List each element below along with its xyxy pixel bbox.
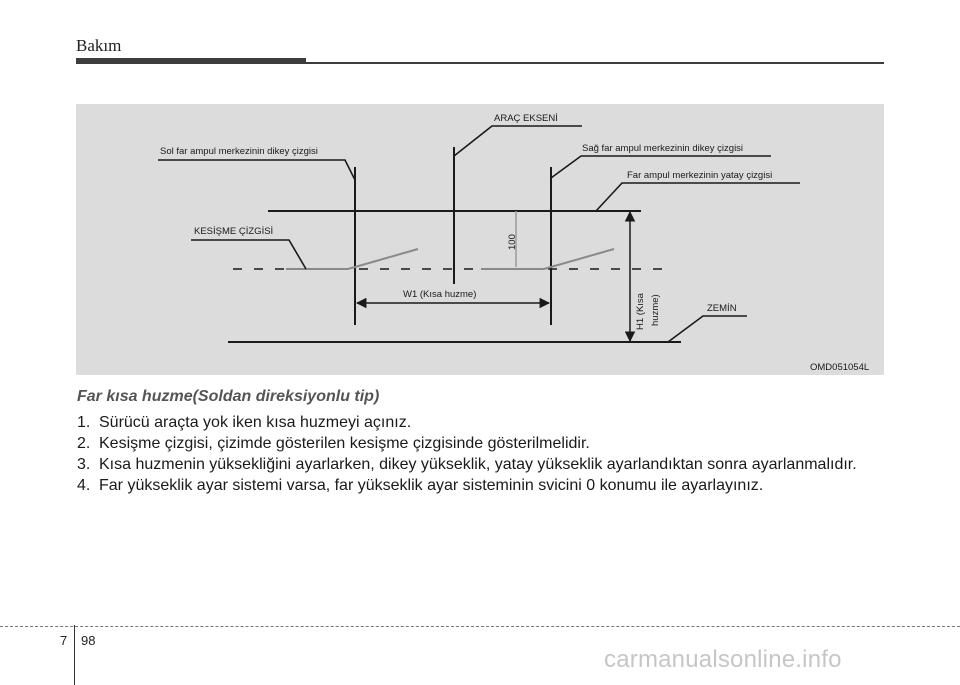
vehicle-axis-label: ARAÇ EKSENİ	[494, 113, 558, 124]
instruction-item	[77, 412, 885, 433]
instruction-item	[77, 475, 885, 496]
instruction-text: Kesişme çizgisi, çizimde gösterilen kesişme çizgisinde gösterilmelidir.	[99, 435, 590, 452]
intersection-leader	[191, 240, 306, 269]
offset-value-label: 100	[507, 234, 518, 250]
ground-leader	[668, 316, 747, 342]
right-vertical-label: Sağ far ampul merkezinin dikey çizgisi	[582, 143, 744, 154]
w1-label: W1 (Kısa huzme)	[403, 289, 477, 300]
h1-label-line1: H1 (Kısa	[635, 293, 646, 330]
instruction-item	[77, 433, 885, 454]
page-header-title: Bakım	[76, 36, 122, 55]
h1-label-line2: huzme)	[650, 294, 661, 326]
right-cutoff-pattern	[481, 249, 614, 269]
instruction-text: Kısa huzmenin yüksekliğini ayarlarken, dikey yükseklik, yatay yükseklik ayarlandıktan sonra ayarlanmalıdır.	[99, 456, 857, 473]
watermark-text: carmanualsonline.info	[604, 646, 842, 673]
footer-dashed-rule	[0, 626, 960, 627]
horizontal-label: Far ampul merkezinin yatay çizgisi	[627, 170, 773, 181]
horizontal-leader	[596, 183, 800, 211]
headlamp-aiming-diagram	[76, 104, 884, 375]
figure-code: OMD051054L	[810, 362, 870, 373]
instruction-number: 1.	[77, 414, 91, 431]
instruction-text: Sürücü araçta yok iken kısa huzmeyi açınız.	[99, 414, 412, 431]
intersection-label: KESİŞME ÇİZGİSİ	[194, 226, 274, 237]
header-rule-thin	[306, 62, 884, 64]
diagram-svg	[76, 104, 884, 375]
chapter-number: 7	[60, 633, 68, 648]
section-title: Far kısa huzme(Soldan direksiyonlu tip)	[77, 388, 380, 405]
instruction-number: 2.	[77, 435, 91, 452]
left-cutoff-pattern	[286, 249, 418, 269]
footer-divider	[74, 625, 75, 685]
ground-label: ZEMİN	[707, 303, 737, 314]
instruction-list	[77, 412, 885, 496]
page-number: 98	[81, 633, 96, 648]
left-vertical-label: Sol far ampul merkezinin dikey çizgisi	[160, 146, 318, 157]
instruction-text: Far yükseklik ayar sistemi varsa, far yükseklik ayar sisteminin svicini 0 konumu ile ayarlayınız.	[99, 477, 764, 494]
left-vertical-leader	[158, 160, 355, 180]
instruction-item	[77, 454, 885, 475]
header-rule-thick	[76, 58, 306, 64]
instruction-number: 4.	[77, 477, 91, 494]
instruction-number: 3.	[77, 456, 91, 473]
vehicle-axis-leader	[454, 126, 582, 156]
